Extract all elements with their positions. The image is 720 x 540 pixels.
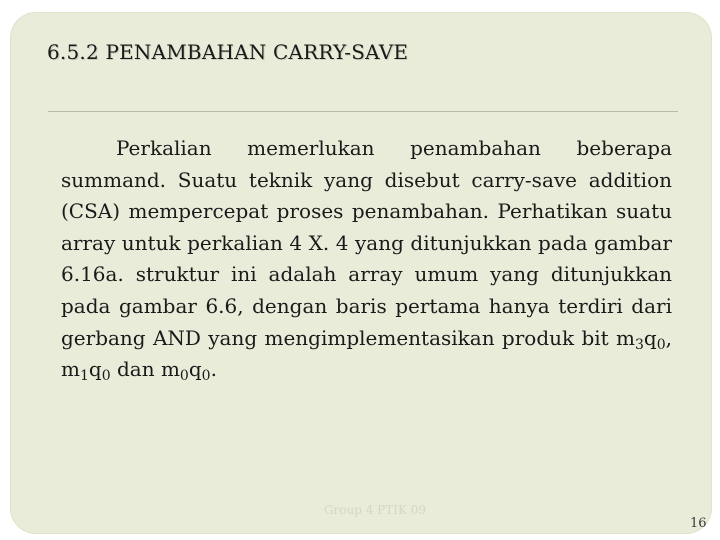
body-text-part: , m (61, 325, 672, 382)
slide-title: 6.5.2 PENAMBAHAN CARRY-SAVE (47, 40, 409, 64)
body-paragraph (61, 133, 672, 386)
subscript: 0 (656, 336, 666, 353)
subscript: 0 (101, 368, 111, 385)
page-number: 16 (690, 516, 707, 531)
body-text-part: dan m (110, 357, 180, 382)
subscript: 0 (179, 368, 189, 385)
subscript: 3 (634, 336, 644, 353)
subscript: 0 (201, 368, 211, 385)
body-text-part: q (88, 357, 102, 382)
body-text-part: . (210, 357, 217, 382)
footer-text: Group 4 PTIK 09 (323, 503, 427, 517)
body-text-part: Perkalian memerlukan penambahan beberapa summand. Suatu teknik yang disebut carry-save addition (CSA) mempercepat proses penambahan. Perhatikan suatu array untuk perkalian 4 X. 4 yang ditunjukkan pada gambar 6.16a. struktur ini adalah array umum yang ditunjukkan pada gambar 6.6, dengan baris pertama hanya terdiri dari gerbang AND yang mengimplementasikan produk bit m (61, 136, 672, 350)
body-text-part: q (643, 325, 657, 350)
body-text-part: q (188, 357, 202, 382)
subscript: 1 (79, 368, 89, 385)
title-divider (48, 111, 678, 112)
